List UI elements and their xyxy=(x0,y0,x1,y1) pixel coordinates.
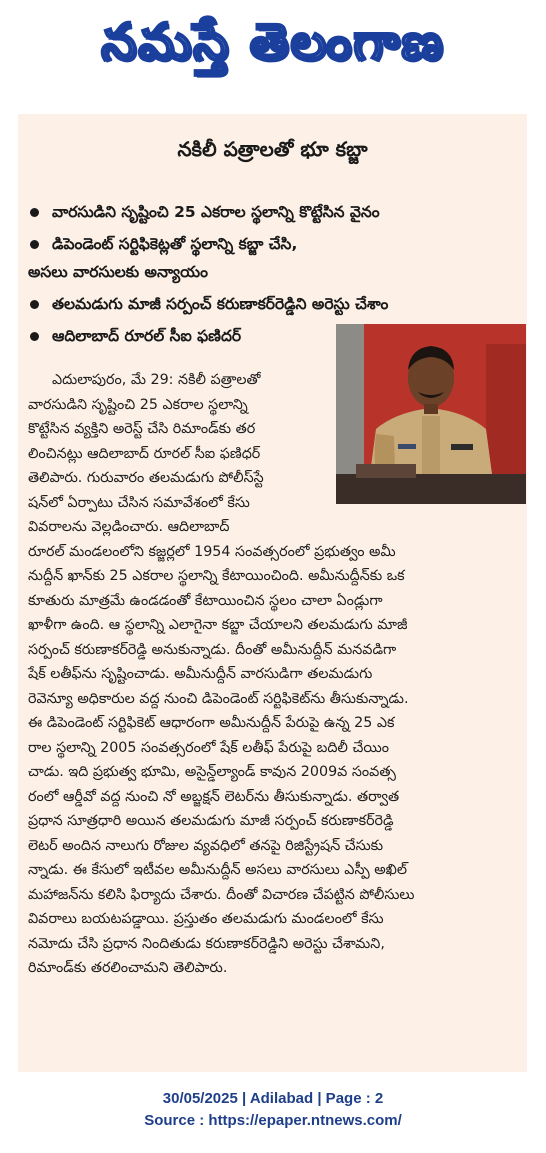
article-headline: నకిలీ పత్రాలతో భూ కబ్జా xyxy=(177,137,368,161)
body-line: ప్రధాన సూత్రధారి అయిన తలమడుగు మాజీ సర్పంచ్ కరుణాకర్‌రెడ్డి xyxy=(28,813,394,829)
body-line: నమోదు చేసి ప్రధాన నిందితుడు కరుణాకర్‌రెడ్డిని అరెస్టు చేశామని, xyxy=(28,935,385,952)
body-line: రిమాండ్‌కు తరలించామని తెలిపారు. xyxy=(28,960,228,976)
newspaper-masthead xyxy=(0,0,546,92)
body-line: రూరల్ మండలంలోని కజ్జర్లలో 1954 సంవత్సరంలో ప్రభుత్వం అమీ xyxy=(28,543,396,560)
body-line: లించినట్లు ఆదిలాబాద్ రూరల్ సీఐ ఫణిధర్ xyxy=(28,445,261,462)
body-line: రెవెన్యూ అధికారుల వద్ద నుంచి డిపెండెంట్ సర్టిఫికెట్‌ను తీసుకున్నాడు. xyxy=(28,690,409,707)
body-line: కూతురు మాత్రమే ఉండడంతో కేటాయించిన స్థలం చాలా ఏండ్లుగా xyxy=(28,592,383,609)
bullet-text: డిపెండెంట్ సర్టిఫికెట్లతో స్థలాన్ని కబ్జా చేసి, xyxy=(52,235,298,253)
body-line: షేక్ లతీఫ్‌ను సృష్టించాడు. అమీనుద్దీన్ వారసుడిగా తలమడుగు xyxy=(28,666,373,682)
body-line: రంలో ఆర్డీవో వద్ద నుంచి నో అబ్జక్షన్ లెటర్‌ను తీసుకున్నాడు. తర్వాత xyxy=(28,788,400,805)
body-line: తెలిపారు. గురువారం తలమడుగు పోలీస్‌స్టే xyxy=(28,470,264,486)
body-line: లెటర్ అందిన నాలుగు రోజుల వ్యవధిలో తనపై రిజిస్ట్రేషన్ చేసుకు xyxy=(28,837,384,854)
page-footer xyxy=(0,1088,546,1132)
masthead-title: నమస్తే తెలంగాణ xyxy=(101,12,445,71)
body-line: న్నాడు. ఈ కేసులో ఇటీవల అమీనుద్దీన్ అసలు వారసులు ఎస్పీ అఖిల్ xyxy=(28,862,407,878)
news-clipping xyxy=(18,114,527,1072)
bullet-dot-icon xyxy=(30,300,39,309)
bullet-text: అసలు వారసులకు అన్యాయం xyxy=(28,263,208,281)
bullet-item xyxy=(28,290,518,318)
bullet-item xyxy=(28,230,518,258)
source-link[interactable]: Source : https://epaper.ntnews.com/ xyxy=(144,1112,402,1129)
body-line: చాడు. ఇది ప్రభుత్వ భూమి, అసైన్డ్‌ల్యాండ్ కావున 2009వ సంవత్స xyxy=(28,764,396,780)
article-body xyxy=(28,368,522,981)
bullet-dot-icon xyxy=(30,208,39,217)
bullet-dot-icon xyxy=(30,240,39,249)
body-line: వారసుడిని సృష్టించి 25 ఎకరాల స్థలాన్ని xyxy=(28,396,248,413)
body-line: ఎదులాపురం, మే 29: నకిలీ పత్రాలతో xyxy=(52,372,261,388)
bullet-text: తలమడుగు మాజీ సర్పంచ్ కరుణాకర్‌రెడ్డిని అరెస్టు చేశాం xyxy=(52,295,389,313)
bullet-dot-icon xyxy=(30,332,39,341)
body-line: రాల స్థలాన్ని 2005 సంవత్సరంలో షేక్ లతీఫ్ పేరుపై బదిలీ చేయిం xyxy=(28,739,389,756)
bullet-item xyxy=(28,198,518,226)
body-line: నుద్దీన్ ఖాన్‌కు 25 ఎకరాల స్థలాన్ని కేటాయించింది. అమీనుద్దీన్‌కు ఒక xyxy=(28,568,405,584)
bullet-item-continuation xyxy=(28,258,518,286)
body-line: కొట్టేసిన వ్యక్తిని అరెస్ట్ చేసి రిమాండ్‌కు తర xyxy=(28,421,256,437)
body-line: ఖాళీగా ఉంది. ఆ స్థలాన్ని ఎలాగైనా కబ్జా చేయాలని తలమడుగు మాజీ xyxy=(28,617,408,633)
body-line: సర్పంచ్ కరుణాకర్‌రెడ్డి అనుకున్నాడు. దీంతో అమీనుద్దీన్ మనవడిగా xyxy=(28,641,397,658)
body-line: వివరాలను వెల్లడించారు. ఆదిలాబాద్ xyxy=(28,519,230,535)
body-line: షన్‌లో ఏర్పాటు చేసిన సమావేశంలో కేసు xyxy=(28,494,250,511)
body-line: మహాజన్‌ను కలిసి ఫిర్యాదు చేశారు. దీంతో విచారణ చేపట్టిన పోలీసులు xyxy=(28,886,415,903)
bullet-text: ఆదిలాబాద్ రూరల్ సీఐ ఫణిదర్ xyxy=(52,327,242,345)
edition-info: 30/05/2025 | Adilabad | Page : 2 xyxy=(162,1090,384,1107)
body-line: ఈ డిపెండెంట్ సర్టిఫికెట్ ఆధారంగా అమీనుద్దీన్ పేరుపై ఉన్న 25 ఎక xyxy=(28,715,395,731)
bullet-text: వారసుడిని సృష్టించి 25 ఎకరాల స్థలాన్ని కొట్టేసిన వైనం xyxy=(52,203,380,221)
body-line: వివరాలు బయటపడ్డాయి. ప్రస్తుతం తలమడుగు మండలంలో కేసు xyxy=(28,911,384,927)
